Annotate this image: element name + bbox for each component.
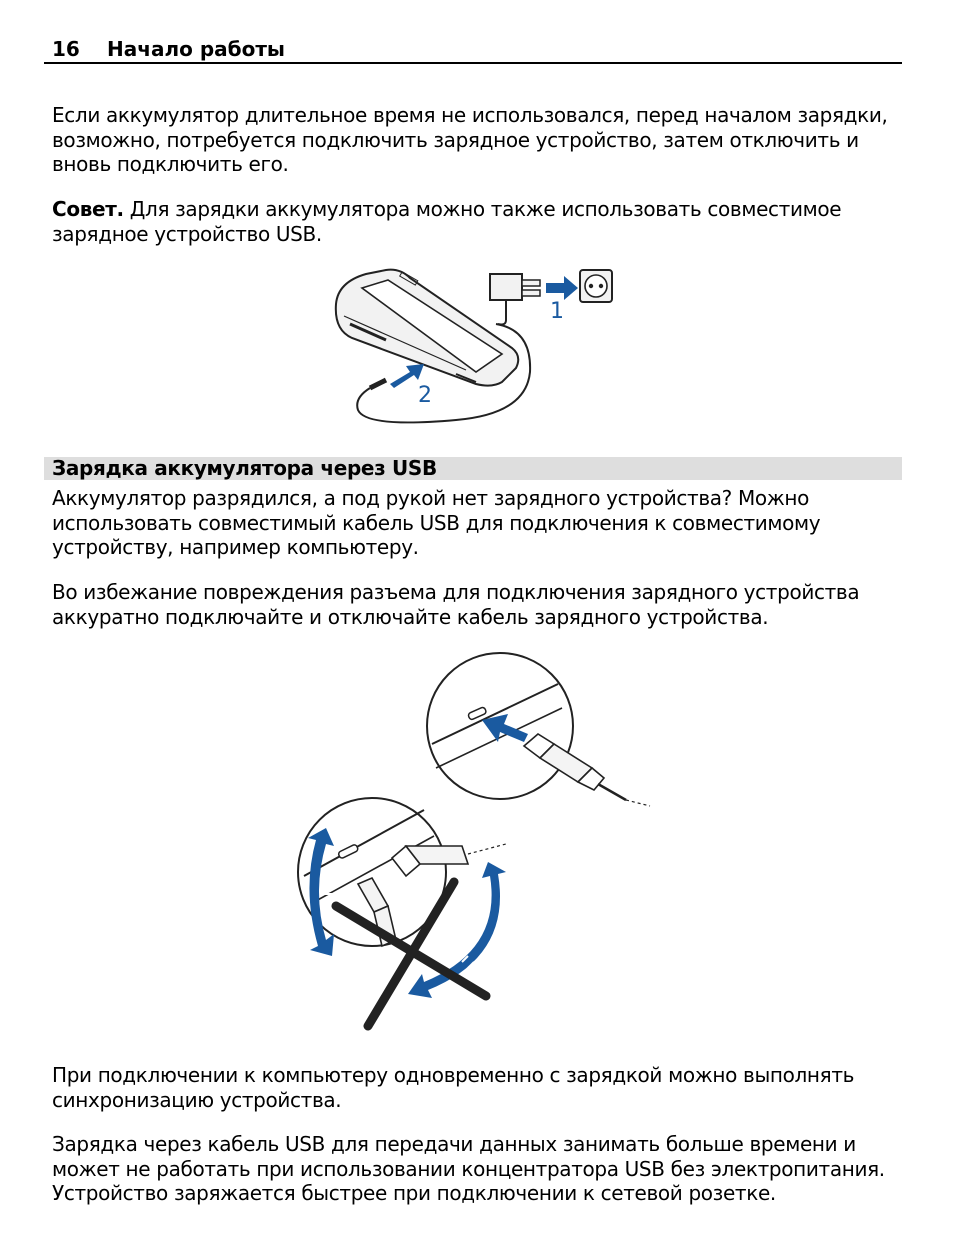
wall-charger xyxy=(490,274,540,325)
paragraph-connector-care: Во избежание повреждения разъема для подключения зарядного устройства аккуратно подключайте и отключайте кабель зарядного устройства. xyxy=(52,580,860,629)
arrow-1 xyxy=(546,276,578,300)
usb-connection-illustration xyxy=(292,650,662,1035)
wall-socket xyxy=(580,270,612,302)
paragraph-sync: При подключении к компьютеру одновременно с зарядкой можно выполнять синхронизацию устройства. xyxy=(52,1063,855,1112)
page-number: 16 xyxy=(52,37,80,61)
section-heading-bar xyxy=(44,457,902,480)
paragraph-tip xyxy=(52,197,902,246)
correct-connection-detail xyxy=(427,653,650,806)
callout-1: 1 xyxy=(550,299,564,324)
tip-label: Совет. xyxy=(52,197,124,221)
paragraph-usb-charging: Аккумулятор разрядился, а под рукой нет зарядного устройства? Можно использовать совместимый кабель USB для подключения к совместимому устройству, например компьютеру. xyxy=(52,486,821,559)
section-heading: Зарядка аккумулятора через USB xyxy=(52,456,437,480)
callout-2: 2 xyxy=(418,383,432,408)
paragraph-usb-hub-note: Зарядка через кабель USB для передачи данных занимать больше времени и может не работать при использовании концентратора USB без электропитания. Устройство заряжается быстрее при подключении к сетевой розетке. xyxy=(52,1132,885,1205)
page-header xyxy=(44,36,902,64)
chapter-title: Начало работы xyxy=(107,37,286,61)
charger-illustration xyxy=(326,264,626,430)
tip-text: Для зарядки аккумулятора можно также использовать совместимое зарядное устройство USB. xyxy=(52,197,842,246)
paragraph-reconnect-charger: Если аккумулятор длительное время не использовался, перед началом зарядки, возможно, потребуется подключить зарядное устройство, затем отключить и вновь подключить его. xyxy=(52,103,888,176)
